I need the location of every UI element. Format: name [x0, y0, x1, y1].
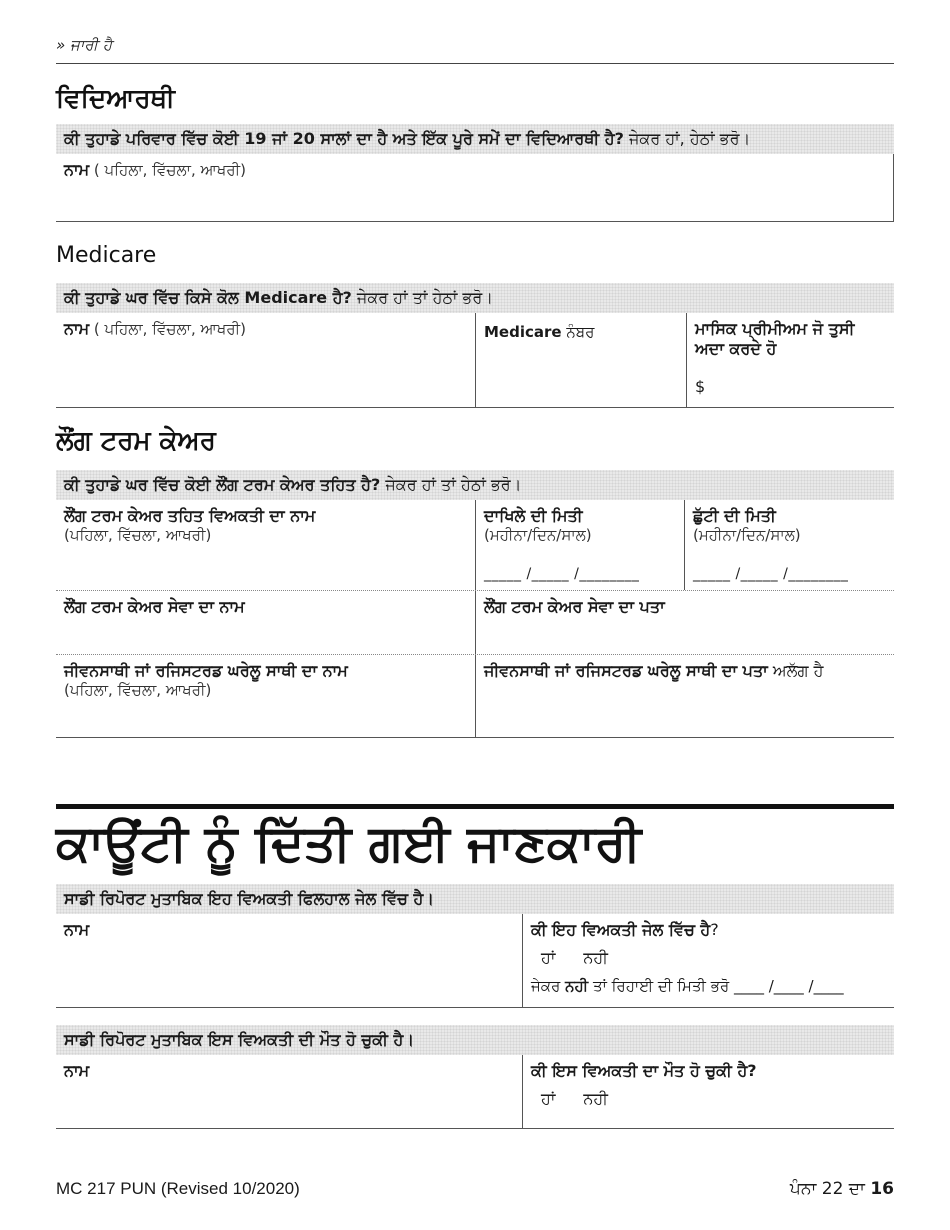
medicare-name-cell[interactable] [56, 313, 475, 345]
jail-yes-option[interactable]: ਹਾਂ [541, 948, 556, 967]
section-heavy-rule [56, 804, 894, 809]
student-name-sub: ( ਪਹਿਲਾ, ਵਿੱਚਲਾ, ਆਖਰੀ) [89, 161, 246, 179]
medicare-section-title: Medicare [56, 243, 157, 268]
medicare-name-label: ਨਾਮ [64, 319, 90, 338]
student-question-tail: ਜੇਕਰ ਹਾਂ, ਹੇਠਾਂ ਭਰੋ। [623, 129, 751, 148]
jail-name-cell[interactable] [56, 914, 522, 946]
jail-report-row: ਸਾਡੀ ਰਿਪੋਰਟ ਮੁਤਾਬਿਕ ਇਹ ਵਿਅਕਤੀ ਫਿਲਹਾਲ ਜੇਲ ਵਿੱਚ ਹੈ। [56, 884, 894, 914]
ltc-discharge-label: ਛੁੱਟੀ ਦੀ ਮਿਤੀ [693, 506, 776, 525]
ltc-person-cell[interactable] [56, 500, 475, 550]
ltc-facility-name-cell[interactable] [56, 591, 475, 623]
ltc-person-sub: (ਪਹਿਲਾ, ਵਿੱਚਲਾ, ਆਖਰੀ) [64, 526, 212, 544]
county-section-title: ਕਾਊਂਟੀ ਨੂੰ ਦਿੱਤੀ ਗਈ ਜਾਣਕਾਰੀ [56, 814, 642, 872]
release-bold: ਨਹੀ [565, 977, 589, 995]
page-number-pre: ਪੰਨਾ 22 ਦਾ [789, 1179, 871, 1199]
student-question-bold: ਕੀ ਤੁਹਾਡੇ ਪਰਿਵਾਰ ਵਿੱਚ ਕੋਈ 19 ਜਾਂ 20 ਸਾਲਾਂ ਦਾ ਹੈ ਅਤੇ ਇੱਕ ਪੂਰੇ ਸਮੇਂ ਦਾ ਵਿਦਿਆਰਥੀ ਹੈ? [64, 129, 624, 148]
ltc-admit-cell[interactable] [476, 500, 684, 590]
jail-no-option[interactable]: ਨਹੀ [583, 948, 608, 967]
student-name-field[interactable] [56, 154, 894, 222]
death-name-label: ਨਾਮ [64, 1061, 90, 1080]
death-table [56, 1055, 894, 1129]
student-name-label: ਨਾਮ [64, 160, 90, 179]
form-id: MC 217 PUN (Revised 10/2020) [56, 1179, 300, 1198]
medicare-question [56, 283, 894, 313]
medicare-number-cell[interactable] [476, 313, 686, 347]
jail-name-label: ਨਾਮ [64, 920, 90, 939]
ltc-discharge-sub: (ਮਹੀਨਾ/ਦਿਨ/ਸਾਲ) [693, 526, 801, 544]
student-section-title: ਵਿਦਿਆਰਥੀ [56, 84, 175, 114]
page-number [790, 1179, 894, 1199]
ltc-admit-sub: (ਮਹੀਨਾ/ਦਿਨ/ਸਾਲ) [484, 526, 592, 544]
death-name-cell[interactable] [56, 1055, 522, 1087]
medicare-question-tail: ਜੇਕਰ ਹਾਂ ਤਾਂ ਹੇਠਾਂ ਭਰੋ। [351, 288, 494, 307]
jail-question-mark: ? [710, 920, 719, 939]
medicare-number-label-en: Medicare [484, 323, 562, 341]
ltc-spouse-address-cell[interactable] [476, 655, 894, 687]
death-report-row: ਸਾਡੀ ਰਿਪੋਰਟ ਮੁਤਾਬਿਕ ਇਸ ਵਿਅਕਤੀ ਦੀ ਮੌਤ ਹੋ ਚੁਕੀ ਹੈ। [56, 1025, 894, 1055]
continued-note: » ਜਾਰੀ ਹੈ [56, 36, 112, 54]
ltc-spouse-name-label: ਜੀਵਨਸਾਥੀ ਜਾਂ ਰਜਿਸਟਰਡ ਘਰੇਲੂ ਸਾਥੀ ਦਾ ਨਾਮ [64, 661, 348, 680]
jail-question: ਕੀ ਇਹ ਵਿਅਕਤੀ ਜੇਲ ਵਿੱਚ ਹੈ [531, 920, 711, 939]
medicare-premium-cell[interactable] [687, 313, 894, 408]
medicare-name-sub: ( ਪਹਿਲਾ, ਵਿੱਚਲਾ, ਆਖਰੀ) [89, 320, 246, 338]
ltc-facility-address-label: ਲੌਂਗ ਟਰਮ ਕੇਅਰ ਸੇਵਾ ਦਾ ਪਤਾ [484, 597, 665, 616]
medicare-table [56, 313, 894, 408]
currency-symbol: $ [695, 377, 706, 396]
ltc-admit-date-blank: _____ /_____ /________ [484, 566, 640, 582]
ltc-spouse-address-label: ਜੀਵਨਸਾਥੀ ਜਾਂ ਰਜਿਸਟਰਡ ਘਰੇਲੂ ਸਾਥੀ ਦਾ ਪਤਾ [484, 661, 768, 680]
ltc-spouse-name-sub: (ਪਹਿਲਾ, ਵਿੱਚਲਾ, ਆਖਰੀ) [64, 681, 212, 699]
ltc-discharge-date-blank: _____ /_____ /________ [693, 566, 849, 582]
top-rule [56, 63, 894, 64]
jail-status-cell [523, 914, 894, 1006]
medicare-question-bold: ਕੀ ਤੁਹਾਡੇ ਘਰ ਵਿੱਚ ਕਿਸੇ ਕੋਲ Medicare ਹੈ? [64, 288, 352, 307]
ltc-facility-name-label: ਲੌਂਗ ਟਰਮ ਕੇਅਰ ਸੇਵਾ ਦਾ ਨਾਮ [64, 597, 245, 616]
ltc-question-tail: ਜੇਕਰ ਹਾਂ ਤਾਂ ਹੇਠਾਂ ਭਰੋ। [380, 475, 522, 494]
student-question [56, 124, 894, 154]
student-name-cell[interactable] [56, 154, 894, 186]
ltc-section-title: ਲੌਂਗ ਟਰਮ ਕੇਅਰ [56, 426, 216, 456]
ltc-spouse-address-tail: ਅਲੱਗ ਹੈ [767, 661, 824, 680]
death-status-cell [523, 1055, 894, 1119]
ltc-discharge-cell[interactable] [685, 500, 894, 590]
release-date-field[interactable]: ਤਾਂ ਰਿਹਾਈ ਦੀ ਮਿਤੀ ਭਰੋ ____ /____ /____ [588, 977, 844, 995]
ltc-admit-label: ਦਾਖਿਲੇ ਦੀ ਮਿਤੀ [484, 506, 583, 525]
death-yes-option[interactable]: ਹਾਂ [541, 1089, 556, 1108]
ltc-table [56, 500, 894, 738]
ltc-spouse-name-cell[interactable] [56, 655, 475, 705]
medicare-number-label-pa: ਨੰਬਰ [561, 323, 595, 341]
page-number-total: 16 [870, 1179, 894, 1199]
death-question: ਕੀ ਇਸ ਵਿਅਕਤੀ ਦਾ ਮੌਤ ਹੋ ਚੁਕੀ ਹੈ? [531, 1061, 757, 1080]
death-no-option[interactable]: ਨਹੀ [583, 1089, 608, 1108]
ltc-question-bold: ਕੀ ਤੁਹਾਡੇ ਘਰ ਵਿੱਚ ਕੋਈ ਲੌਂਗ ਟਰਮ ਕੇਅਰ ਤਹਿਤ ਹੈ? [64, 475, 381, 494]
ltc-person-label: ਲੌਂਗ ਟਰਮ ਕੇਅਰ ਤਹਿਤ ਵਿਅਕਤੀ ਦਾ ਨਾਮ [64, 506, 316, 525]
medicare-premium-label: ਮਾਸਿਕ ਪ੍ਰੀਮੀਅਮ ਜੋ ਤੁਸੀ ਅਦਾ ਕਰਦੇ ਹੋ [695, 319, 855, 358]
jail-table [56, 914, 894, 1008]
ltc-facility-address-cell[interactable] [476, 591, 894, 623]
release-pre: ਜੇਕਰ [531, 977, 566, 995]
ltc-question [56, 470, 894, 500]
